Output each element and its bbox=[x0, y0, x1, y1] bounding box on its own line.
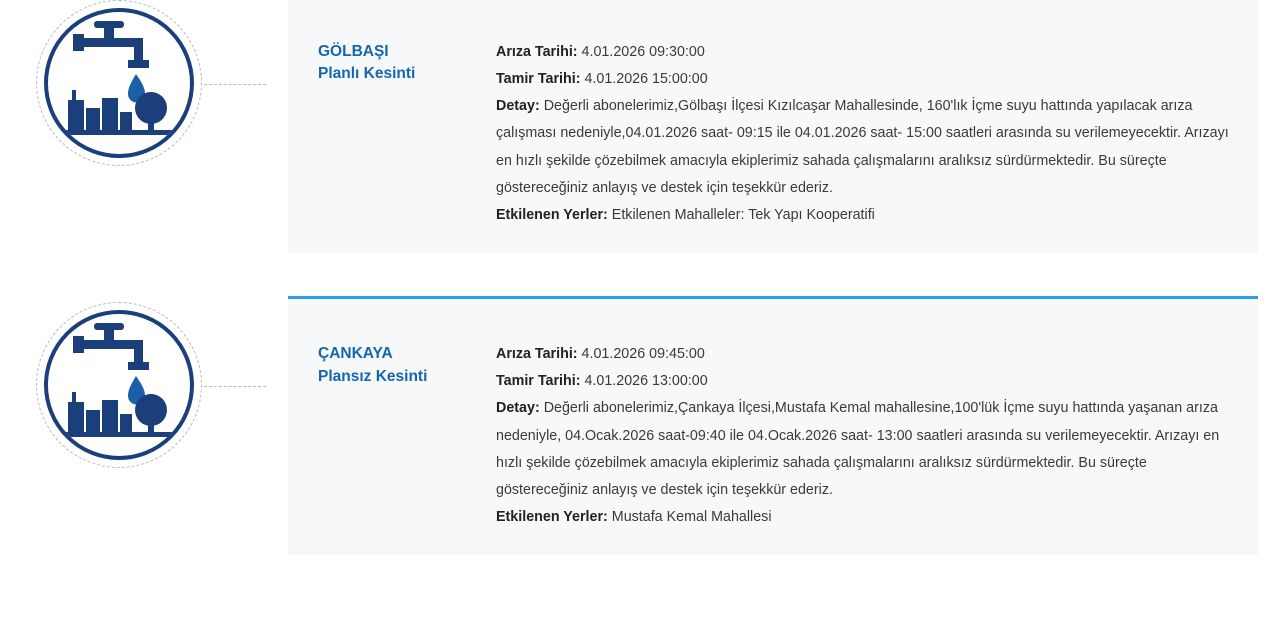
outage-district: GÖLBAŞI bbox=[318, 43, 389, 60]
fault-date-row bbox=[496, 341, 1230, 368]
fault-date-row bbox=[496, 39, 1230, 66]
affected-text: Etkilenen Mahalleler: Tek Yapı Kooperatifi bbox=[611, 206, 875, 223]
connector-line bbox=[204, 386, 266, 389]
detail-text: Değerli abonelerimiz,Çankaya İlçesi,Mustafa Kemal mahallesine,100'lük İçme suyu hattında yaşanan arıza nedeniyle, 04.Ocak.2026 saat-09:40 ile 04.Ocak.2026 saat- 13:00 saatleri arasında su verilemeyecektir. Arızayı en hızlı şekilde çözebilmek amacıyla ekiplerimiz sahada çalışmalarını aralıksız sürdürmektedir. Bu süreçte göstereceğiniz anlayış ve destek için teşekkür ederiz. bbox=[496, 400, 1220, 498]
water-tap-city-icon bbox=[44, 310, 194, 460]
affected-text: Mustafa Kemal Mahallesi bbox=[611, 509, 772, 526]
outage-entry bbox=[0, 296, 1280, 555]
outage-card bbox=[288, 296, 1258, 555]
fault-date-label: Arıza Tarihi: bbox=[496, 44, 578, 60]
detail-label: Detay: bbox=[496, 400, 540, 417]
repair-date-value: 4.01.2026 13:00:00 bbox=[584, 373, 708, 390]
outage-district: ÇANKAYA bbox=[318, 345, 393, 363]
fault-date-label: Arıza Tarihi: bbox=[496, 346, 578, 363]
repair-date-row bbox=[496, 66, 1230, 93]
affected-label: Etkilenen Yerler: bbox=[496, 509, 608, 526]
outage-kind: Planlı Kesinti bbox=[318, 65, 416, 83]
water-tap-city-icon bbox=[44, 8, 194, 158]
outage-icon-wrapper bbox=[36, 0, 206, 170]
repair-date-value: 4.01.2026 15:00:00 bbox=[584, 71, 708, 88]
repair-date-label: Tamir Tarihi: bbox=[496, 71, 581, 88]
outage-entry bbox=[0, 0, 1280, 253]
detail-row bbox=[496, 395, 1230, 504]
affected-label: Etkilenen Yerler: bbox=[496, 206, 608, 223]
outage-icon-column bbox=[0, 0, 288, 170]
fault-date-value: 4.01.2026 09:30:00 bbox=[581, 44, 705, 60]
affected-row bbox=[496, 504, 1230, 531]
outage-icon-column bbox=[0, 296, 288, 472]
outage-card-body bbox=[496, 19, 1230, 229]
connector-line bbox=[204, 84, 266, 87]
affected-row bbox=[496, 202, 1230, 229]
outage-card-body bbox=[496, 321, 1230, 531]
repair-date-row bbox=[496, 368, 1230, 395]
detail-row bbox=[496, 93, 1230, 202]
outage-card-title bbox=[318, 321, 496, 388]
outage-card bbox=[288, 0, 1258, 253]
fault-date-value: 4.01.2026 09:45:00 bbox=[581, 346, 705, 363]
detail-label: Detay: bbox=[496, 98, 540, 115]
detail-text: Değerli abonelerimiz,Gölbaşı İlçesi Kızılcaşar Mahallesinde, 160'lık İçme suyu hattında yapılacak arıza çalışması nedeniyle,04.01.2026 saat- 09:15 ile 04.01.2026 saat- 15:00 saatleri arasında su verilemeyecektir. Arızayı en hızlı şekilde çözebilmek amacıyla ekiplerimiz sahada çalışmalarını aralıksız sürdürmektedir. Bu süreçte göstereceğiniz anlayış ve destek için teşekkür ederiz. bbox=[496, 98, 1229, 196]
repair-date-label: Tamir Tarihi: bbox=[496, 373, 581, 390]
outage-kind: Plansız Kesinti bbox=[318, 367, 428, 385]
outage-card-title bbox=[318, 19, 496, 86]
outage-icon-wrapper bbox=[36, 302, 206, 472]
